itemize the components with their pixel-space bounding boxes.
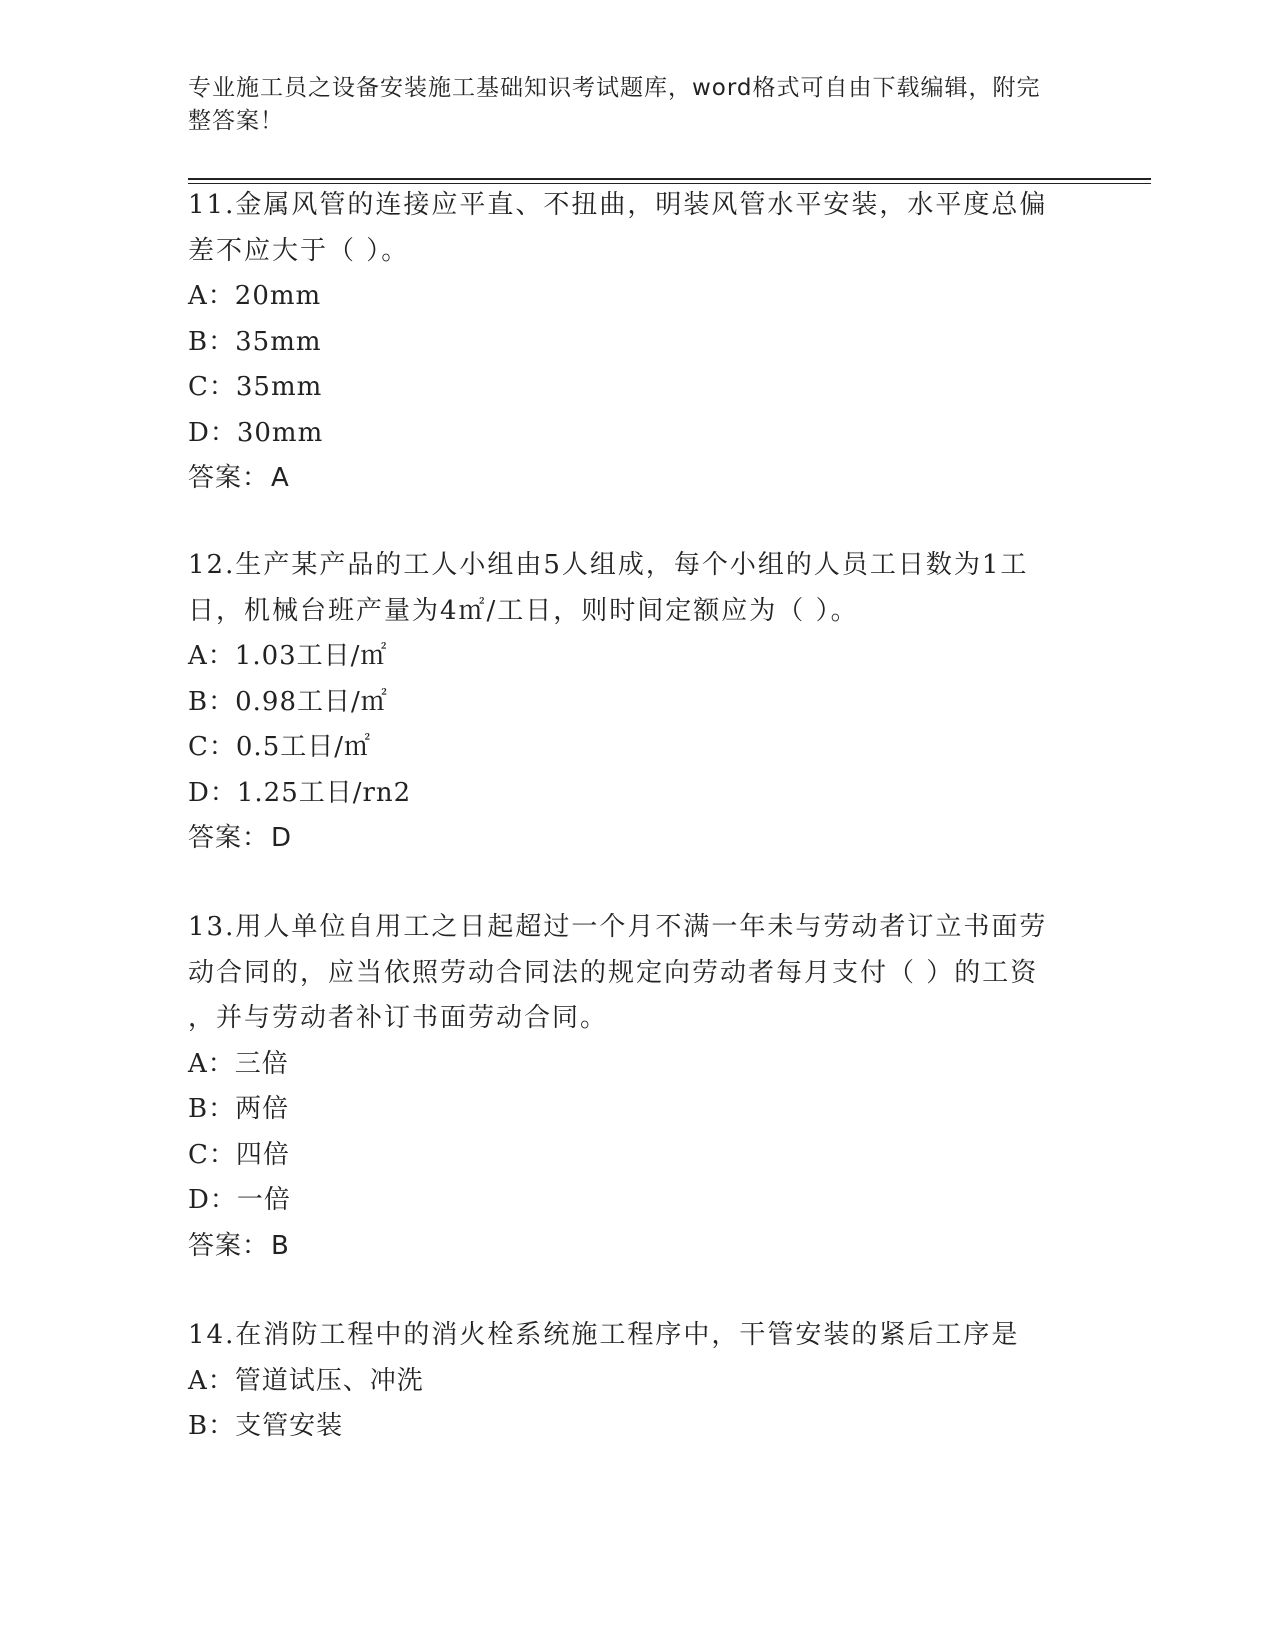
question-stem-line: 动合同的，应当依照劳动合同法的规定向劳动者每月支付（ ）的工资	[188, 957, 1039, 988]
answer-line	[188, 816, 1088, 862]
question-12	[188, 543, 1088, 862]
question-stem-line: 11.金属风管的连接应平直、不扭曲，明装风管水平安装，水平度总偏	[188, 190, 1048, 220]
question-stem-line: 13.用人单位自用工之日起超过一个月不满一年未与劳动者订立书面劳	[188, 912, 1048, 942]
header-divider-thick	[188, 178, 1151, 180]
question-stem-line: 日，机械台班产量为4㎡/工日，则时间定额应为（ ）。	[188, 595, 859, 626]
option-a: A：1.03工日/㎡	[188, 641, 388, 671]
option-b: B：35mm	[188, 326, 322, 357]
option-b: B：0.98工日/㎡	[188, 686, 388, 717]
option-d: D：30mm	[188, 417, 324, 448]
header-line-1: 专业施工员之设备安装施工基础知识考试题库，word格式可自由下载编辑，附完	[188, 75, 1041, 101]
answer-label: 答案：	[188, 463, 270, 493]
option-a: A：20mm	[188, 281, 322, 311]
header-line-2: 整答案！	[188, 108, 284, 134]
option-d: D：一倍	[188, 1185, 291, 1215]
option-c: C：0.5工日/㎡	[188, 732, 372, 762]
option-d: D：1.25工日/rn2	[188, 777, 412, 808]
answer-label: 答案：	[188, 823, 270, 853]
option-a: A：管道试压、冲洗	[188, 1365, 424, 1396]
option-b: B：两倍	[188, 1094, 290, 1124]
answer-line	[188, 1224, 1088, 1270]
option-b: B：支管安装	[188, 1411, 344, 1441]
document-header	[188, 72, 1068, 138]
option-c: C：四倍	[188, 1139, 290, 1170]
question-stem-line: 14.在消防工程中的消火栓系统施工程序中，干管安装的紧后工序是	[188, 1320, 1020, 1350]
option-a: A：三倍	[188, 1048, 289, 1079]
question-11	[188, 183, 1088, 502]
question-stem-line: 差不应大于（ ）。	[188, 235, 410, 266]
question-stem-line: ，并与劳动者补订书面劳动合同。	[188, 1003, 609, 1033]
answer-value: D	[271, 823, 293, 853]
answer-value: A	[271, 463, 290, 493]
answer-value: B	[271, 1230, 290, 1261]
answer-line	[188, 456, 1088, 502]
question-stem-line: 12.生产某产品的工人小组由5人组成，每个小组的人员工日数为1工	[188, 550, 1029, 580]
question-13	[188, 905, 1088, 1269]
option-c: C：35mm	[188, 372, 323, 402]
answer-label: 答案：	[188, 1230, 270, 1261]
question-14	[188, 1313, 1088, 1450]
